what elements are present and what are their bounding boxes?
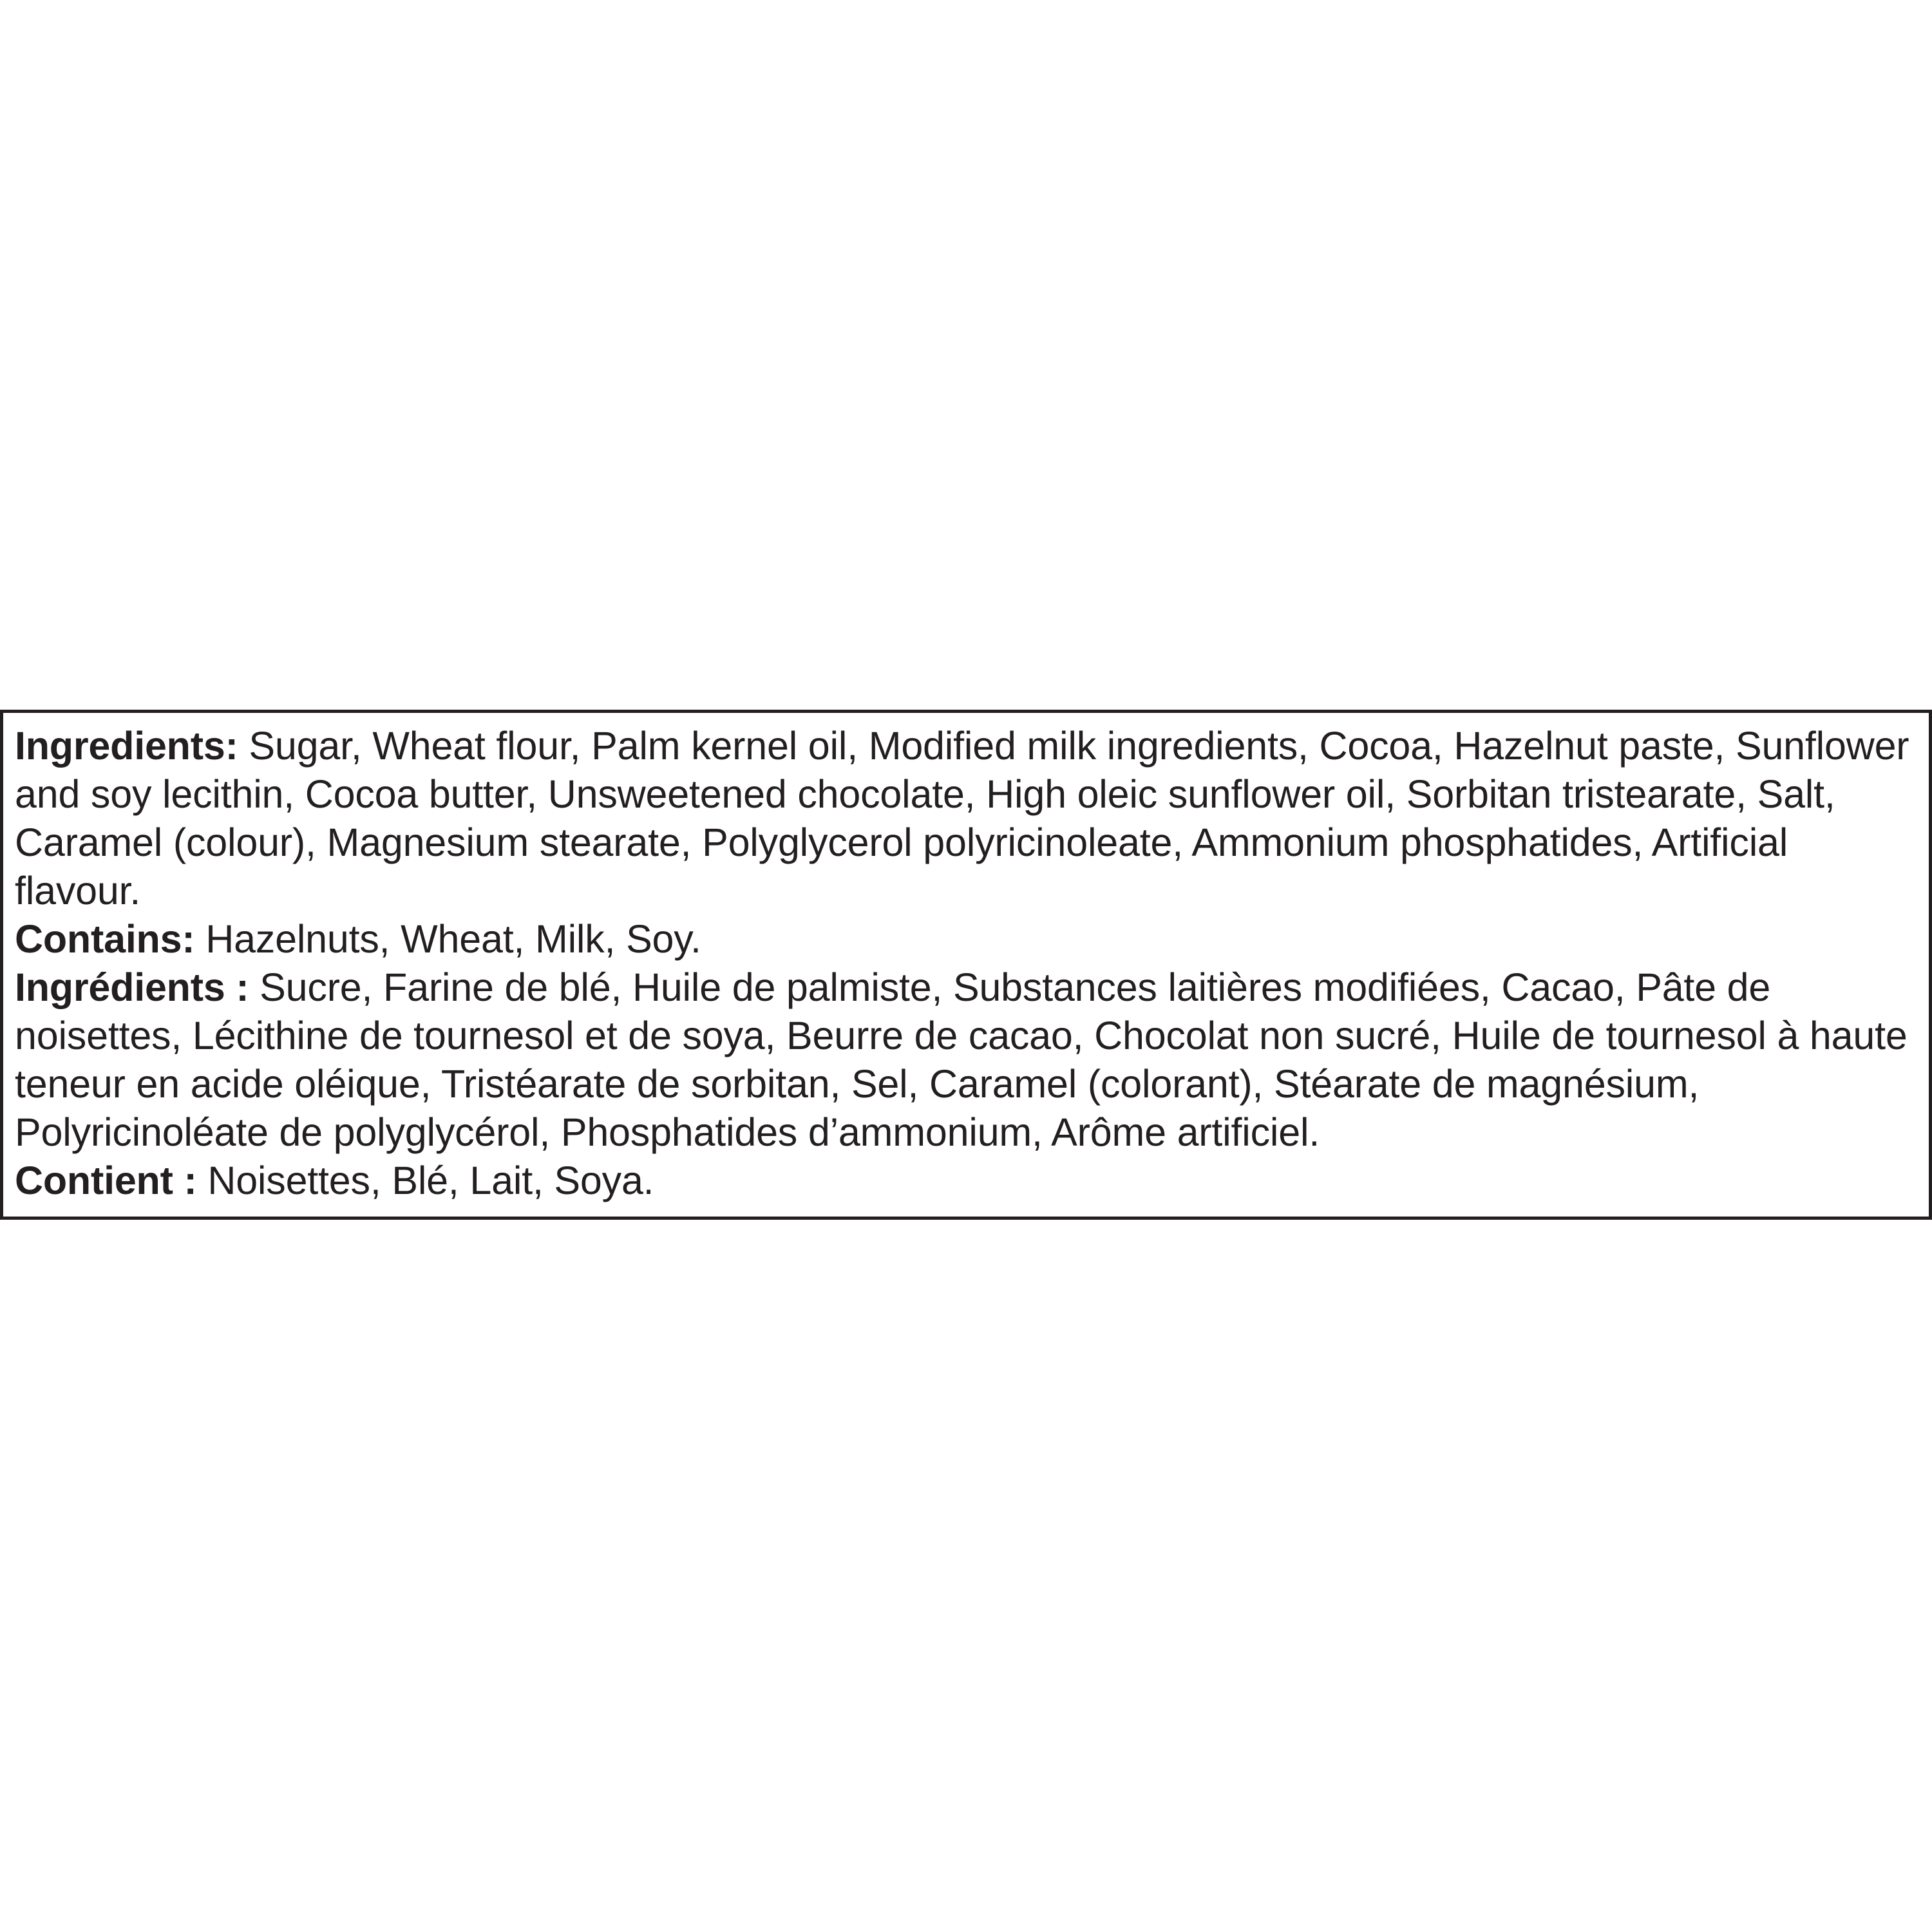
allergens-english — [15, 915, 1917, 963]
ingredients-french — [15, 963, 1917, 1157]
allergens-english-heading: Contains: — [15, 917, 195, 961]
ingredients-english-text: Sugar, Wheat flour, Palm kernel oil, Modified milk ingredients, Cocoa, Hazelnut paste, Sunflower and soy lecithin, Cocoa butter, Unsweetened chocolate, High oleic sunflower oil, Sorbitan tristearate, Salt, Caramel (colour), Magnesium stearate, Polyglycerol polyricinoleate, Ammonium phosphatides, Artificial flavour. — [15, 724, 1909, 913]
allergens-french-text: Noisettes, Blé, Lait, Soya. — [196, 1159, 654, 1202]
ingredients-french-heading: Ingrédients : — [15, 965, 249, 1009]
allergens-english-text: Hazelnuts, Wheat, Milk, Soy. — [194, 917, 701, 961]
allergens-french — [15, 1157, 1917, 1205]
ingredients-english — [15, 722, 1917, 915]
ingredients-french-text: Sucre, Farine de blé, Huile de palmiste, Substances laitières modifiées, Cacao, Pâte de noisettes, Lécithine de tournesol et de soya, Beurre de cacao, Chocolat non sucré, Huile de tournesol à haute teneur en acide oléique, Tristéarate de sorbitan, Sel, Caramel (colorant), Stéarate de magnésium, Polyricinoléate de polyglycérol, Phosphatides d’ammonium, Arôme artificiel. — [15, 965, 1908, 1154]
ingredients-english-heading: Ingredients: — [15, 724, 238, 768]
allergens-french-heading: Contient : — [15, 1159, 197, 1202]
ingredients-label-box — [0, 710, 1932, 1220]
